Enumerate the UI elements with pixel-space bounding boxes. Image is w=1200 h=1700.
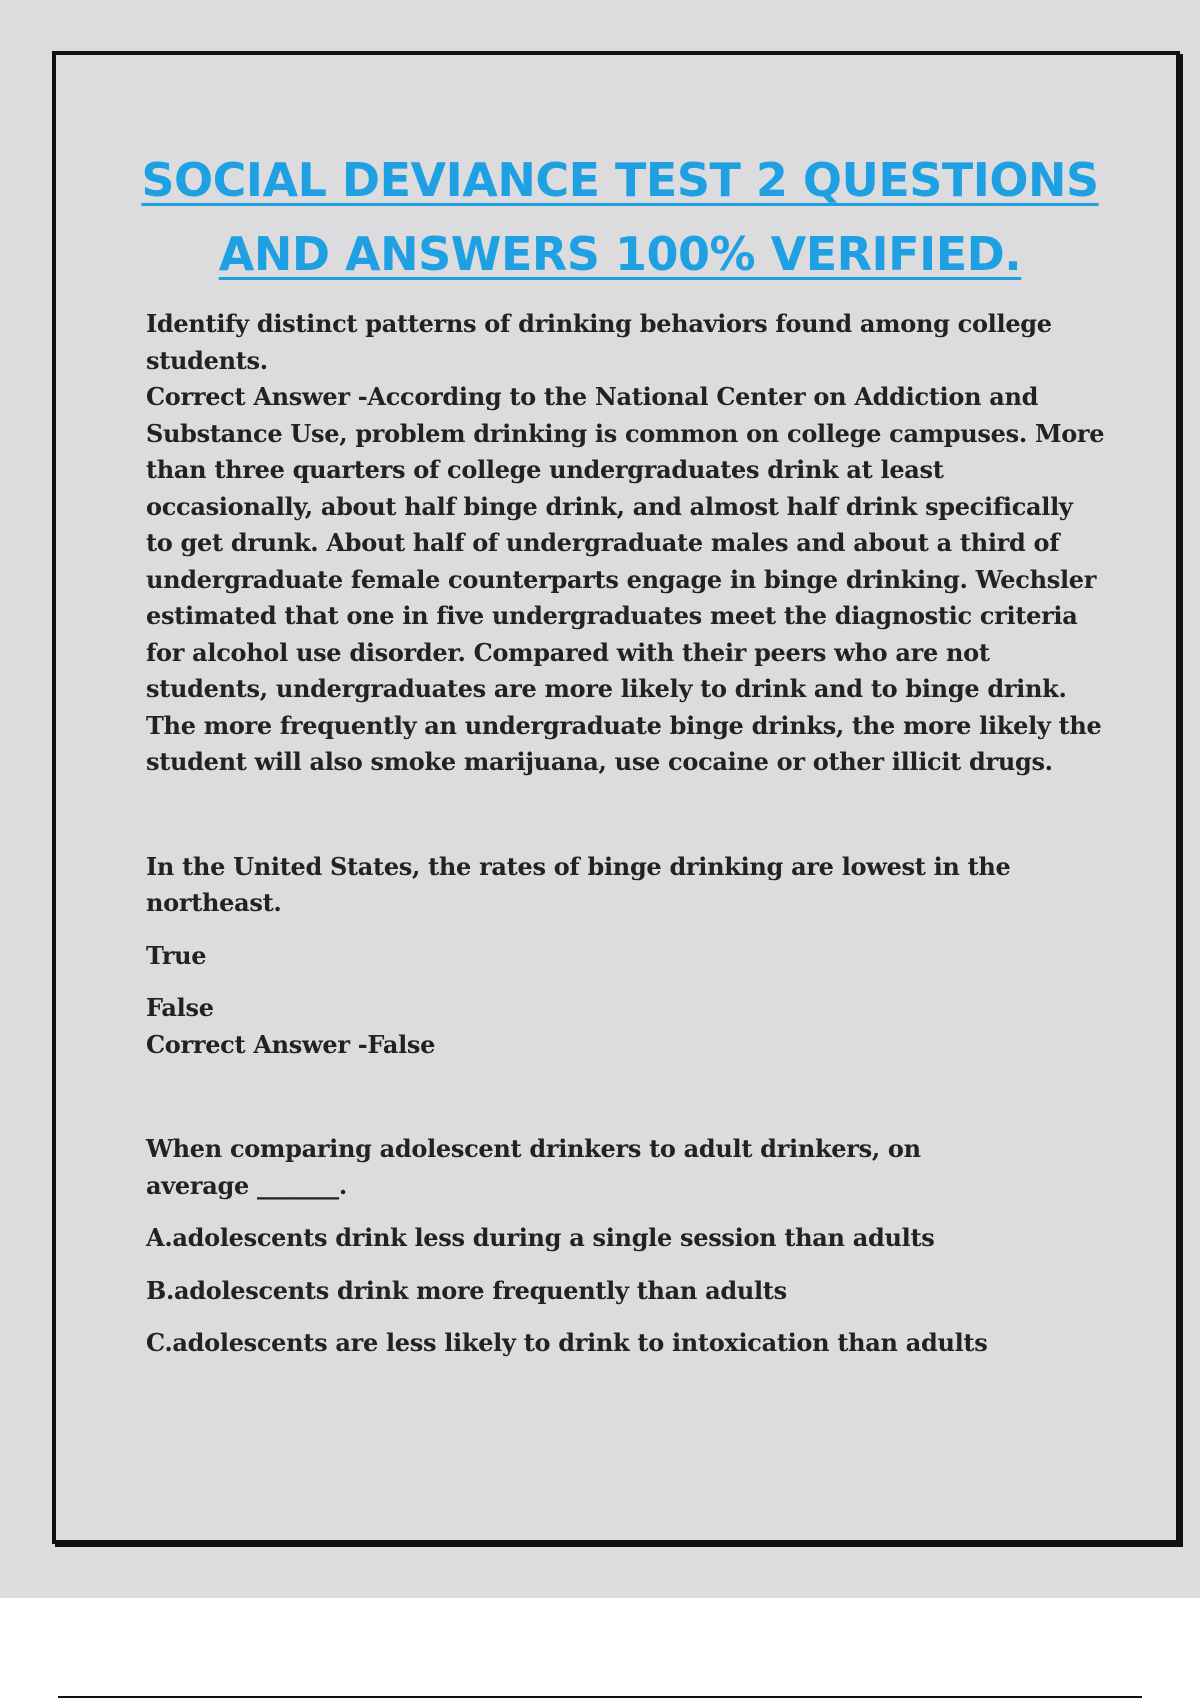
question-block-2 bbox=[146, 849, 1106, 1064]
question-2-option-false: False bbox=[146, 993, 214, 1022]
question-2-text: In the United States, the rates of binge drinking are lowest in the northeast. bbox=[146, 851, 1011, 917]
question-block-3 bbox=[146, 1131, 1106, 1362]
question-1-answer: Correct Answer -According to the National Center on Addiction and Substance Use, problem drinking is common on college campuses. More than three quarters of college undergraduates drink at least occasionally, about half binge drink, and almost half drink specifically to get drunk. About half of undergraduate males and about a third of undergraduate female counterparts engage in binge drinking. Wechsler estimated that one in five undergraduates meet the diagnostic criteria for alcohol use disorder. Compared with their peers who are not students, undergraduates are more likely to drink and to binge drink. The more frequently an undergraduate binge drinks, the more likely the student will also smoke marijuana, use cocaine or other illicit drugs. bbox=[146, 382, 1105, 776]
page-bottom-rule bbox=[58, 1696, 1142, 1698]
question-3-option-a: A.adolescents drink less during a single session than adults bbox=[146, 1223, 935, 1252]
question-2-answer: Correct Answer -False bbox=[146, 1029, 436, 1059]
document-title-line-2: AND ANSWERS 100% VERIFIED. bbox=[218, 227, 1022, 281]
question-block-1 bbox=[146, 306, 1106, 781]
question-2-option-true: True bbox=[146, 940, 207, 970]
question-3-option-c: C.adolescents are less likely to drink to intoxication than adults bbox=[146, 1328, 988, 1357]
question-3-text: When comparing adolescent drinkers to adult drinkers, on average _______. bbox=[146, 1134, 921, 1200]
document-body bbox=[146, 306, 1106, 1362]
question-3-option-b: B.adolescents drink more frequently than adults bbox=[146, 1275, 787, 1305]
document-title-line-1: SOCIAL DEVIANCE TEST 2 QUESTIONS bbox=[141, 153, 1099, 207]
question-1-text: Identify distinct patterns of drinking behaviors found among college students. bbox=[146, 309, 1052, 375]
